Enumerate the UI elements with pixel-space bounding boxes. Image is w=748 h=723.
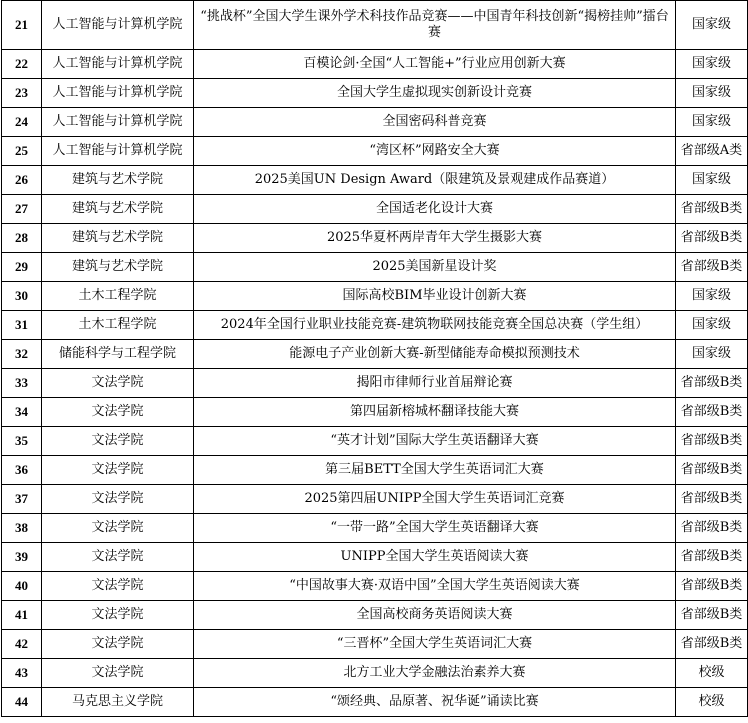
level-cell: 省部级B类 xyxy=(676,543,748,572)
table-row xyxy=(2,282,748,311)
row-number: 43 xyxy=(2,659,42,688)
level-cell: 省部级B类 xyxy=(676,398,748,427)
level-cell: 省部级B类 xyxy=(676,572,748,601)
college-cell: 人工智能与计算机学院 xyxy=(42,50,194,79)
competition-cell: 揭阳市律师行业首届辩论赛 xyxy=(194,369,676,398)
row-number: 35 xyxy=(2,427,42,456)
competition-cell: 北方工业大学金融法治素养大赛 xyxy=(194,659,676,688)
table-row xyxy=(2,456,748,485)
table-row xyxy=(2,427,748,456)
college-cell: 人工智能与计算机学院 xyxy=(42,137,194,166)
college-cell: 建筑与艺术学院 xyxy=(42,253,194,282)
competition-cell: 全国密码科普竞赛 xyxy=(194,108,676,137)
table-row xyxy=(2,340,748,369)
row-number: 40 xyxy=(2,572,42,601)
level-cell: 省部级B类 xyxy=(676,369,748,398)
row-number: 31 xyxy=(2,311,42,340)
level-cell: 国家级 xyxy=(676,166,748,195)
table-row xyxy=(2,659,748,688)
college-cell: 建筑与艺术学院 xyxy=(42,195,194,224)
table-row xyxy=(2,137,748,166)
competition-cell: 全国大学生虚拟现实创新设计竞赛 xyxy=(194,79,676,108)
college-cell: 建筑与艺术学院 xyxy=(42,224,194,253)
level-cell: 省部级B类 xyxy=(676,456,748,485)
competition-cell: 2024年全国行业职业技能竞赛-建筑物联网技能竞赛全国总决赛（学生组） xyxy=(194,311,676,340)
level-cell: 国家级 xyxy=(676,340,748,369)
competition-cell: 2025美国UN Design Award（限建筑及景观建成作品赛道） xyxy=(194,166,676,195)
college-cell: 人工智能与计算机学院 xyxy=(42,79,194,108)
table-row xyxy=(2,398,748,427)
level-cell: 国家级 xyxy=(676,282,748,311)
level-cell: 省部级B类 xyxy=(676,195,748,224)
table-row xyxy=(2,311,748,340)
level-cell: 国家级 xyxy=(676,108,748,137)
college-cell: 文法学院 xyxy=(42,485,194,514)
competition-cell: “挑战杯”全国大学生课外学术科技作品竞赛——中国青年科技创新“揭榜挂帅”擂台赛 xyxy=(194,1,676,50)
college-cell: 文法学院 xyxy=(42,514,194,543)
table-row xyxy=(2,108,748,137)
table-row xyxy=(2,514,748,543)
level-cell: 校级 xyxy=(676,659,748,688)
competition-cell: “中国故事大赛·双语中国”全国大学生英语阅读大赛 xyxy=(194,572,676,601)
competition-cell: “英才计划”国际大学生英语翻译大赛 xyxy=(194,427,676,456)
college-cell: 土木工程学院 xyxy=(42,282,194,311)
table-row xyxy=(2,253,748,282)
level-cell: 国家级 xyxy=(676,50,748,79)
level-cell: 省部级A类 xyxy=(676,137,748,166)
competition-cell: 2025华夏杯两岸青年大学生摄影大赛 xyxy=(194,224,676,253)
competition-cell: “颂经典、品原著、祝华诞”诵读比赛 xyxy=(194,688,676,717)
college-cell: 土木工程学院 xyxy=(42,311,194,340)
row-number: 22 xyxy=(2,50,42,79)
row-number: 29 xyxy=(2,253,42,282)
table-row xyxy=(2,688,748,717)
college-cell: 文法学院 xyxy=(42,456,194,485)
level-cell: 国家级 xyxy=(676,79,748,108)
table-row xyxy=(2,224,748,253)
college-cell: 文法学院 xyxy=(42,630,194,659)
level-cell: 校级 xyxy=(676,688,748,717)
table-row xyxy=(2,50,748,79)
level-cell: 省部级B类 xyxy=(676,485,748,514)
competition-cell: “湾区杯”网路安全大赛 xyxy=(194,137,676,166)
competition-cell: 能源电子产业创新大赛-新型储能寿命模拟预测技术 xyxy=(194,340,676,369)
competition-cell: “三晋杯”全国大学生英语词汇大赛 xyxy=(194,630,676,659)
competition-cell: 百模论剑·全国“人工智能+”行业应用创新大赛 xyxy=(194,50,676,79)
level-cell: 省部级B类 xyxy=(676,514,748,543)
row-number: 24 xyxy=(2,108,42,137)
college-cell: 文法学院 xyxy=(42,427,194,456)
row-number: 32 xyxy=(2,340,42,369)
row-number: 37 xyxy=(2,485,42,514)
competition-cell: 全国适老化设计大赛 xyxy=(194,195,676,224)
level-cell: 省部级B类 xyxy=(676,630,748,659)
table-row xyxy=(2,166,748,195)
row-number: 33 xyxy=(2,369,42,398)
college-cell: 文法学院 xyxy=(42,369,194,398)
table-row xyxy=(2,630,748,659)
row-number: 36 xyxy=(2,456,42,485)
row-number: 30 xyxy=(2,282,42,311)
table-row xyxy=(2,543,748,572)
level-cell: 国家级 xyxy=(676,311,748,340)
college-cell: 储能科学与工程学院 xyxy=(42,340,194,369)
competition-cell: 第四届新榕城杯翻译技能大赛 xyxy=(194,398,676,427)
row-number: 23 xyxy=(2,79,42,108)
row-number: 28 xyxy=(2,224,42,253)
row-number: 25 xyxy=(2,137,42,166)
competition-cell: “一带一路”全国大学生英语翻译大赛 xyxy=(194,514,676,543)
level-cell: 省部级B类 xyxy=(676,427,748,456)
row-number: 26 xyxy=(2,166,42,195)
college-cell: 文法学院 xyxy=(42,543,194,572)
row-number: 41 xyxy=(2,601,42,630)
college-cell: 建筑与艺术学院 xyxy=(42,166,194,195)
table-row xyxy=(2,369,748,398)
competition-cell: 全国高校商务英语阅读大赛 xyxy=(194,601,676,630)
college-cell: 人工智能与计算机学院 xyxy=(42,108,194,137)
table-row xyxy=(2,572,748,601)
competition-cell: 2025美国新星设计奖 xyxy=(194,253,676,282)
college-cell: 文法学院 xyxy=(42,572,194,601)
table-row xyxy=(2,485,748,514)
table-row xyxy=(2,195,748,224)
college-cell: 文法学院 xyxy=(42,659,194,688)
competition-cell: 国际高校BIM毕业设计创新大赛 xyxy=(194,282,676,311)
level-cell: 国家级 xyxy=(676,1,748,50)
competition-cell: UNIPP全国大学生英语阅读大赛 xyxy=(194,543,676,572)
table-row xyxy=(2,79,748,108)
table-row xyxy=(2,1,748,50)
college-cell: 马克思主义学院 xyxy=(42,688,194,717)
level-cell: 省部级B类 xyxy=(676,601,748,630)
college-cell: 文法学院 xyxy=(42,398,194,427)
level-cell: 省部级B类 xyxy=(676,224,748,253)
row-number: 39 xyxy=(2,543,42,572)
row-number: 42 xyxy=(2,630,42,659)
level-cell: 省部级B类 xyxy=(676,253,748,282)
competition-cell: 第三届BETT全国大学生英语词汇大赛 xyxy=(194,456,676,485)
row-number: 21 xyxy=(2,1,42,50)
row-number: 34 xyxy=(2,398,42,427)
college-cell: 文法学院 xyxy=(42,601,194,630)
row-number: 38 xyxy=(2,514,42,543)
table-row xyxy=(2,601,748,630)
competition-cell: 2025第四届UNIPP全国大学生英语词汇竞赛 xyxy=(194,485,676,514)
row-number: 44 xyxy=(2,688,42,717)
college-cell: 人工智能与计算机学院 xyxy=(42,1,194,50)
competition-table xyxy=(1,0,748,717)
row-number: 27 xyxy=(2,195,42,224)
